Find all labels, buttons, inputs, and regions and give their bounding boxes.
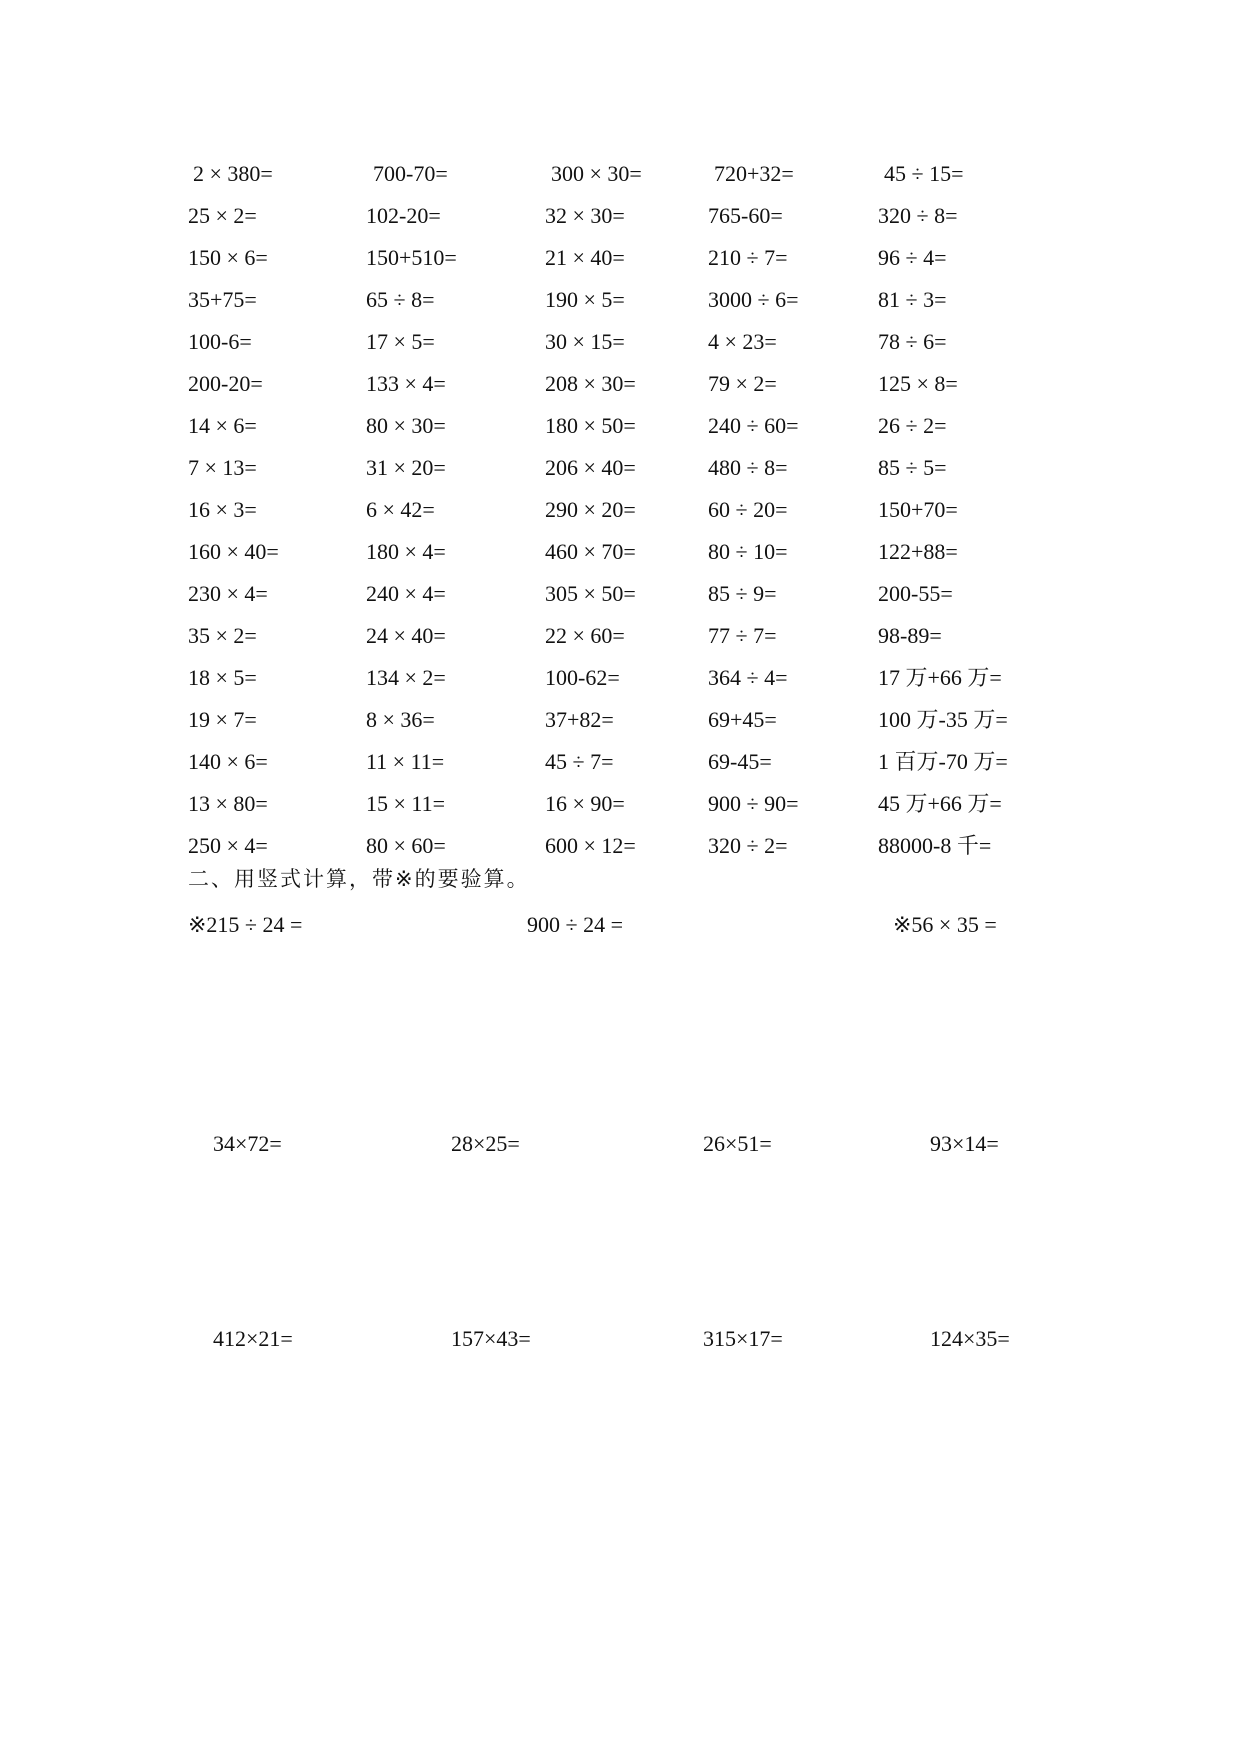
oral-problem: 24 × 40= <box>366 623 446 648</box>
oral-problem: 150+70= <box>878 497 958 522</box>
oral-problem: 98-89= <box>878 623 942 648</box>
oral-problem: 60 ÷ 20= <box>708 497 788 522</box>
oral-problem: 18 × 5= <box>188 665 257 690</box>
oral-problem: 210 ÷ 7= <box>708 245 788 270</box>
oral-problem: 150+510= <box>366 245 457 270</box>
oral-problem: 80 × 60= <box>366 833 446 858</box>
oral-problem: 45 ÷ 7= <box>545 749 614 774</box>
oral-problem: 69+45= <box>708 707 777 732</box>
oral-problem: 45 ÷ 15= <box>884 161 964 186</box>
vertical-problem-6: 26×51= <box>703 1131 772 1156</box>
oral-problem: 77 ÷ 7= <box>708 623 777 648</box>
oral-problem: 125 × 8= <box>878 371 958 396</box>
oral-problem: 180 × 50= <box>545 413 636 438</box>
oral-problem: 32 × 30= <box>545 203 625 228</box>
oral-problem: 480 ÷ 8= <box>708 455 788 480</box>
oral-problem: 240 ÷ 60= <box>708 413 799 438</box>
oral-problem: 208 × 30= <box>545 371 636 396</box>
vertical-problem-5: 28×25= <box>451 1131 520 1156</box>
oral-problem: 460 × 70= <box>545 539 636 564</box>
oral-problem: 206 × 40= <box>545 455 636 480</box>
oral-problem: 14 × 6= <box>188 413 257 438</box>
oral-problem: 290 × 20= <box>545 497 636 522</box>
oral-problem: 26 ÷ 2= <box>878 413 947 438</box>
oral-problem: 600 × 12= <box>545 833 636 858</box>
oral-problem: 160 × 40= <box>188 539 279 564</box>
oral-problem: 305 × 50= <box>545 581 636 606</box>
oral-problem: 100 万-35 万= <box>878 707 1008 732</box>
oral-problem: 140 × 6= <box>188 749 268 774</box>
oral-problem: 240 × 4= <box>366 581 446 606</box>
oral-problem: 2 × 380= <box>193 161 273 186</box>
oral-problem: 150 × 6= <box>188 245 268 270</box>
oral-problem: 134 × 2= <box>366 665 446 690</box>
oral-problem: 3000 ÷ 6= <box>708 287 799 312</box>
oral-problem: 133 × 4= <box>366 371 446 396</box>
oral-problem: 81 ÷ 3= <box>878 287 947 312</box>
oral-problem: 37+82= <box>545 707 614 732</box>
oral-problem: 320 ÷ 2= <box>708 833 788 858</box>
vertical-problem-10: 315×17= <box>703 1326 783 1351</box>
oral-problem: 8 × 36= <box>366 707 435 732</box>
oral-problem: 300 × 30= <box>551 161 642 186</box>
vertical-problem-3: ※56 × 35 = <box>893 912 997 937</box>
oral-problem: 45 万+66 万= <box>878 791 1002 816</box>
oral-problem: 6 × 42= <box>366 497 435 522</box>
oral-problem: 4 × 23= <box>708 329 777 354</box>
oral-problem: 11 × 11= <box>366 749 445 774</box>
oral-problem: 17 × 5= <box>366 329 435 354</box>
oral-problem: 900 ÷ 90= <box>708 791 799 816</box>
oral-problem: 96 ÷ 4= <box>878 245 947 270</box>
vertical-problem-4: 34×72= <box>213 1131 282 1156</box>
oral-problem: 200-55= <box>878 581 953 606</box>
oral-problem: 13 × 80= <box>188 791 268 816</box>
oral-problem: 16 × 90= <box>545 791 625 816</box>
oral-problem: 200-20= <box>188 371 263 396</box>
oral-problem: 21 × 40= <box>545 245 625 270</box>
oral-problem: 230 × 4= <box>188 581 268 606</box>
oral-problem: 1 百万-70 万= <box>878 749 1008 774</box>
oral-problem: 102-20= <box>366 203 441 228</box>
oral-problem: 15 × 11= <box>366 791 445 816</box>
oral-problem: 85 ÷ 9= <box>708 581 777 606</box>
oral-problem: 765-60= <box>708 203 783 228</box>
section-2-heading: 二、用竖式计算，带※的要验算。 <box>188 867 530 891</box>
oral-calculation-grid <box>0 0 1241 860</box>
oral-problem: 78 ÷ 6= <box>878 329 947 354</box>
oral-problem: 88000-8 千= <box>878 833 992 858</box>
oral-problem: 100-6= <box>188 329 252 354</box>
oral-problem: 16 × 3= <box>188 497 257 522</box>
oral-problem: 79 × 2= <box>708 371 777 396</box>
oral-problem: 31 × 20= <box>366 455 446 480</box>
vertical-problem-9: 157×43= <box>451 1326 531 1351</box>
oral-problem: 364 ÷ 4= <box>708 665 788 690</box>
oral-problem: 22 × 60= <box>545 623 625 648</box>
oral-problem: 17 万+66 万= <box>878 665 1002 690</box>
oral-problem: 19 × 7= <box>188 707 257 732</box>
oral-problem: 80 × 30= <box>366 413 446 438</box>
oral-problem: 190 × 5= <box>545 287 625 312</box>
oral-problem: 700-70= <box>373 161 448 186</box>
oral-problem: 180 × 4= <box>366 539 446 564</box>
vertical-problem-1: ※215 ÷ 24 = <box>188 912 303 937</box>
oral-problem: 25 × 2= <box>188 203 257 228</box>
vertical-problem-8: 412×21= <box>213 1326 293 1351</box>
vertical-problem-2: 900 ÷ 24 = <box>527 912 623 937</box>
oral-problem: 320 ÷ 8= <box>878 203 958 228</box>
oral-problem: 122+88= <box>878 539 958 564</box>
oral-problem: 100-62= <box>545 665 620 690</box>
vertical-problem-7: 93×14= <box>930 1131 999 1156</box>
oral-problem: 30 × 15= <box>545 329 625 354</box>
oral-problem: 69-45= <box>708 749 772 774</box>
oral-problem: 7 × 13= <box>188 455 257 480</box>
oral-problem: 720+32= <box>714 161 794 186</box>
oral-problem: 65 ÷ 8= <box>366 287 435 312</box>
oral-problem: 35+75= <box>188 287 257 312</box>
oral-problem: 80 ÷ 10= <box>708 539 788 564</box>
oral-problem: 250 × 4= <box>188 833 268 858</box>
oral-problem: 85 ÷ 5= <box>878 455 947 480</box>
vertical-problem-11: 124×35= <box>930 1326 1010 1351</box>
oral-problem: 35 × 2= <box>188 623 257 648</box>
